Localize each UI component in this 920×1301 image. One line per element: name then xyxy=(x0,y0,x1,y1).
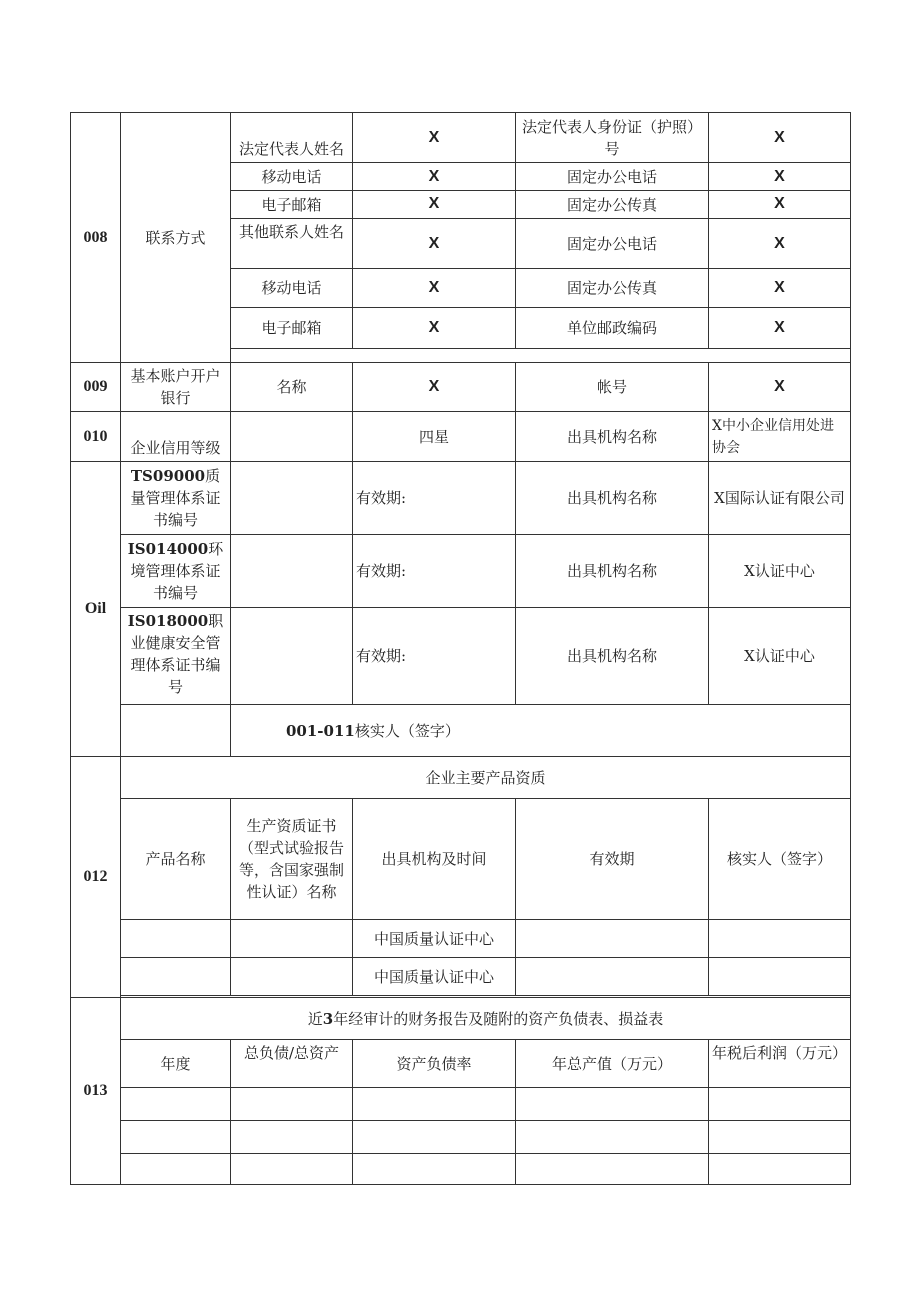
category-bank: 基本账户开户银行 xyxy=(121,363,231,412)
cert-iso18000-code: IS018000 xyxy=(127,612,209,630)
section-code-013: 013 xyxy=(71,998,121,1185)
value-mobile: X xyxy=(353,163,516,191)
label-cert-issuer-1: 出具机构名称 xyxy=(516,462,709,535)
verifier-001-011 xyxy=(231,705,851,757)
value-legal-rep-id: X xyxy=(709,113,851,163)
empty-cell xyxy=(709,958,851,996)
spacer-cell xyxy=(231,349,851,363)
label-account: 帐号 xyxy=(516,363,709,412)
empty-cell xyxy=(231,535,353,608)
category-contact: 联系方式 xyxy=(121,113,231,363)
col-output-value: 年总产值（万元） xyxy=(516,1040,709,1088)
col-debt-asset: 总负债/总资产 xyxy=(231,1040,353,1088)
col-net-profit: 年税后利润（万元） xyxy=(709,1040,851,1088)
empty-cell xyxy=(231,1121,353,1154)
title-num: 3 xyxy=(322,1009,334,1028)
empty-cell xyxy=(121,1121,231,1154)
label-validity-1: 有效期: xyxy=(353,462,516,535)
label-fixed-phone: 固定办公电话 xyxy=(516,163,709,191)
table-row xyxy=(71,1154,851,1185)
cert-iso14000-code: IS014000 xyxy=(127,540,209,558)
empty-cell xyxy=(121,1154,231,1185)
section-code-010: 010 xyxy=(71,412,121,462)
empty-cell xyxy=(231,608,353,705)
table-row xyxy=(71,1121,851,1154)
value-cert-issuer-1: X国际认证有限公司 xyxy=(709,462,851,535)
label-fixed-fax-2: 固定办公传真 xyxy=(516,269,709,308)
value-fixed-phone: X xyxy=(709,163,851,191)
category-credit-rating: 企业信用等级 xyxy=(121,412,231,462)
table-row xyxy=(71,920,851,958)
table-row xyxy=(71,1088,851,1121)
empty-cell xyxy=(231,1154,353,1185)
empty-cell xyxy=(121,705,231,757)
value-fixed-fax: X xyxy=(709,191,851,219)
empty-cell xyxy=(231,958,353,996)
empty-cell xyxy=(121,1088,231,1121)
label-cert-issuer-3: 出具机构名称 xyxy=(516,608,709,705)
empty-cell xyxy=(121,920,231,958)
label-bank-name: 名称 xyxy=(231,363,353,412)
empty-cell xyxy=(231,412,353,462)
label-legal-rep-id: 法定代表人身份证（护照）号 xyxy=(516,113,709,163)
col-year: 年度 xyxy=(121,1040,231,1088)
label-email: 电子邮箱 xyxy=(231,191,353,219)
empty-cell xyxy=(121,958,231,996)
empty-cell xyxy=(353,1121,516,1154)
section-code-008: 008 xyxy=(71,113,121,363)
empty-cell xyxy=(516,1088,709,1121)
table-row xyxy=(71,958,851,996)
section-code-009: 009 xyxy=(71,363,121,412)
empty-cell xyxy=(516,1154,709,1185)
title-prefix: 近 xyxy=(307,1009,323,1028)
label-validity-3: 有效期: xyxy=(353,608,516,705)
value-credit-issuer: X中小企业信用处进协会 xyxy=(709,412,851,462)
value-cert-issuer-3: X认证中心 xyxy=(709,608,851,705)
label-fixed-fax: 固定办公传真 xyxy=(516,191,709,219)
col-production-cert: 生产资质证书（型式试验报告等，含国家强制性认证）名称 xyxy=(231,799,353,920)
label-validity-2: 有效期: xyxy=(353,535,516,608)
empty-cell xyxy=(353,1088,516,1121)
label-legal-rep-name: 法定代表人姓名 xyxy=(231,113,353,163)
empty-cell xyxy=(516,958,709,996)
value-email: X xyxy=(353,191,516,219)
cert-iso18000 xyxy=(121,608,231,705)
empty-cell xyxy=(709,1154,851,1185)
col-validity: 有效期 xyxy=(516,799,709,920)
value-fixed-phone-2: X xyxy=(709,219,851,269)
cert-iso18000-text: 职业健康安全管理体系证书编号 xyxy=(130,612,224,696)
value-account: X xyxy=(709,363,851,412)
empty-cell xyxy=(709,1088,851,1121)
section-code-011: Oil xyxy=(71,462,121,757)
cert-iso9000-code: TS09000 xyxy=(130,467,206,485)
empty-cell xyxy=(709,920,851,958)
value-cert-issuer-2: X认证中心 xyxy=(709,535,851,608)
verifier-text: 核实人（签字） xyxy=(354,721,460,740)
label-email-2: 电子邮箱 xyxy=(231,308,353,349)
verifier-code: 001-011 xyxy=(286,721,355,740)
enterprise-info-table xyxy=(70,112,851,1185)
col-debt-ratio: 资产负债率 xyxy=(353,1040,516,1088)
label-cert-issuer-2: 出具机构名称 xyxy=(516,535,709,608)
cert-iso14000 xyxy=(121,535,231,608)
label-other-contact: 其他联系人姓名 xyxy=(231,219,353,269)
label-credit-issuer: 出具机构名称 xyxy=(516,412,709,462)
label-postal-code: 单位邮政编码 xyxy=(516,308,709,349)
empty-cell xyxy=(231,1088,353,1121)
product-qualification-title: 企业主要产品资质 xyxy=(121,757,851,799)
empty-cell xyxy=(231,462,353,535)
value-email-2: X xyxy=(353,308,516,349)
label-fixed-phone-2: 固定办公电话 xyxy=(516,219,709,269)
value-mobile-2: X xyxy=(353,269,516,308)
cert-iso9000 xyxy=(121,462,231,535)
empty-cell xyxy=(353,1154,516,1185)
value-credit-rating: 四星 xyxy=(353,412,516,462)
section-code-012: 012 xyxy=(71,757,121,998)
cert-iso14000-text: 环境管理体系证书编号 xyxy=(130,540,224,602)
value-legal-rep-name: X xyxy=(353,113,516,163)
value-bank-name: X xyxy=(353,363,516,412)
empty-cell xyxy=(231,920,353,958)
empty-cell xyxy=(709,1121,851,1154)
label-mobile-2: 移动电话 xyxy=(231,269,353,308)
label-mobile: 移动电话 xyxy=(231,163,353,191)
value-fixed-fax-2: X xyxy=(709,269,851,308)
col-verifier: 核实人（签字） xyxy=(709,799,851,920)
empty-cell xyxy=(516,920,709,958)
financial-report-title xyxy=(121,998,851,1040)
value-postal-code: X xyxy=(709,308,851,349)
col-product-name: 产品名称 xyxy=(121,799,231,920)
col-issuer-time: 出具机构及时间 xyxy=(353,799,516,920)
cert-iso9000-text: 质量管理体系证书编号 xyxy=(130,467,221,529)
title-suffix: 年经审计的财务报告及随附的资产负债表、损益表 xyxy=(333,1009,664,1028)
product-issuer-cell: 中国质量认证中心 xyxy=(353,920,516,958)
empty-cell xyxy=(516,1121,709,1154)
value-other-contact: X xyxy=(353,219,516,269)
product-issuer-cell: 中国质量认证中心 xyxy=(353,958,516,996)
